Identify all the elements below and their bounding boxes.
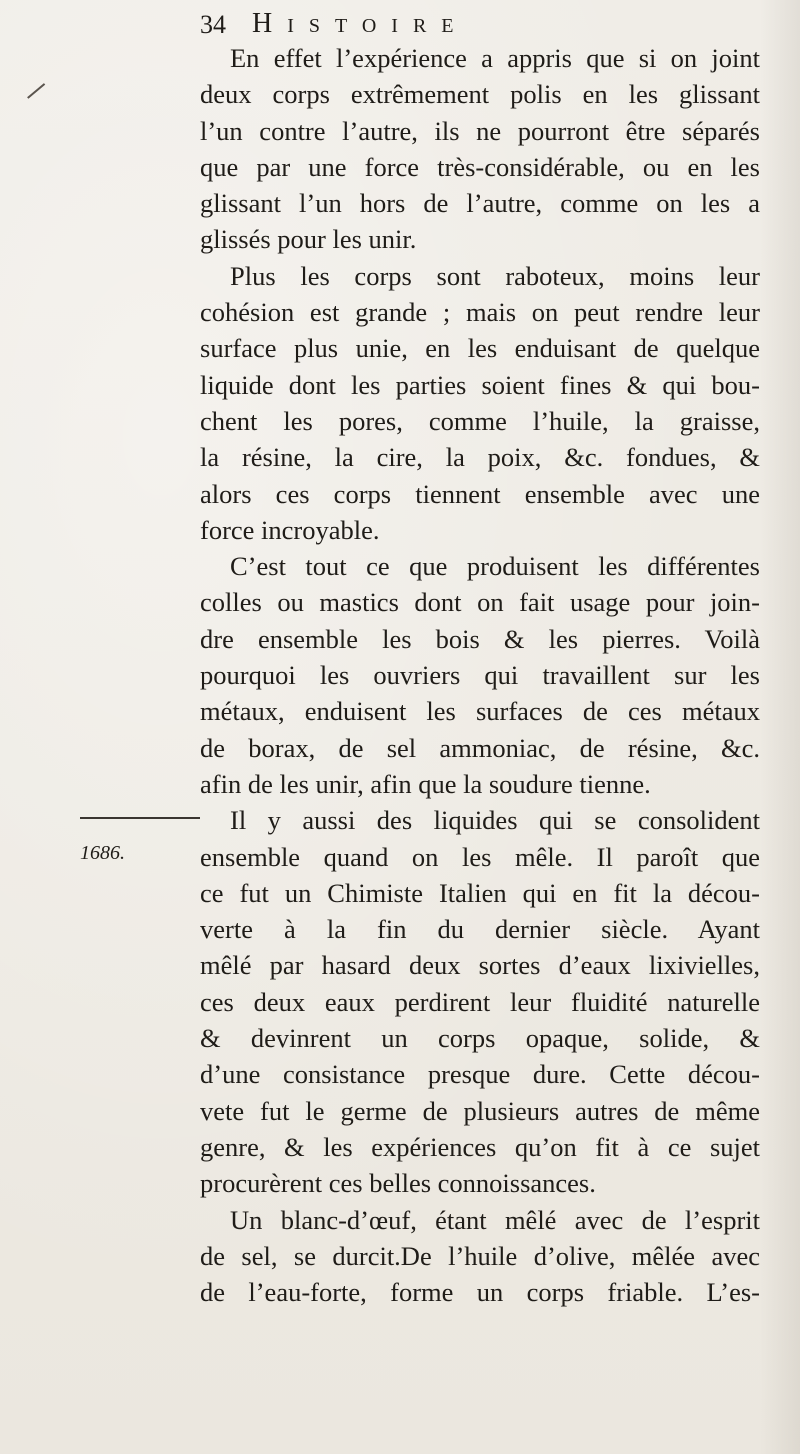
text-line: Il y aussi des liquides qui se consolident xyxy=(230,805,760,836)
text-line: métaux, enduisent les surfaces de ces métaux xyxy=(200,696,760,727)
text-line: la résine, la cire, la poix, &c. fondues, & xyxy=(200,442,760,473)
text-line: & devinrent un corps opaque, solide, & xyxy=(200,1023,760,1054)
text-line: glissant l’un hors de l’autre, comme on les a xyxy=(200,188,760,219)
text-line: glissés pour les unir. xyxy=(200,224,417,255)
text-line: alors ces corps tiennent ensemble avec une xyxy=(200,478,760,509)
text-line: C’est tout ce que produisent les différentes xyxy=(230,551,760,582)
text-line: de sel, se durcit.De l’huile d’olive, mêlée avec xyxy=(200,1240,760,1271)
text-line: Un blanc-d’œuf, étant mêlé avec de l’esprit xyxy=(230,1204,760,1235)
text-line: ces deux eaux perdirent leur fluidité naturelle xyxy=(200,986,760,1017)
page-number: 34 xyxy=(200,10,226,39)
text-line: vete fut le germe de plusieurs autres de même xyxy=(200,1095,760,1126)
text-line: force incroyable. xyxy=(200,514,380,545)
text-line: deux corps extrêmement polis en les glissant xyxy=(200,79,760,110)
text-line: liquide dont les parties soient fines & qui bou- xyxy=(200,369,760,400)
text-line: ce fut un Chimiste Italien qui en fit la décou- xyxy=(200,877,760,908)
margin-date-note: 1686. xyxy=(80,842,125,864)
text-line: procurèrent ces belles connoissances. xyxy=(200,1168,596,1199)
text-line: cohésion est grande ; mais on peut rendre leur xyxy=(200,297,760,328)
text-line: que par une force très-considérable, ou en les xyxy=(200,151,760,182)
body-text xyxy=(200,40,760,1310)
text-line: En effet l’expérience a appris que si on joint xyxy=(230,43,760,73)
page-edge-shadow xyxy=(760,0,800,1454)
margin-rule xyxy=(80,817,200,819)
text-line: dre ensemble les bois & les pierres. Voilà xyxy=(200,623,760,654)
text-line: verte à la fin du dernier siècle. Ayant xyxy=(200,914,760,945)
text-line: l’un contre l’autre, ils ne pourront être séparés xyxy=(200,115,760,146)
text-line: surface plus unie, en les enduisant de quelque xyxy=(200,333,760,364)
text-line: ensemble quand on les mêle. Il paroît que xyxy=(200,841,760,872)
page-header xyxy=(200,10,760,40)
running-title: Histoire xyxy=(252,8,469,39)
text-line: mêlé par hasard deux sortes d’eaux lixivielles, xyxy=(200,950,760,981)
text-line: genre, & les expériences qu’on fit à ce sujet xyxy=(200,1131,760,1162)
text-line: Plus les corps sont raboteux, moins leur xyxy=(230,260,760,291)
text-line: pourquoi les ouvriers qui travaillent sur les xyxy=(200,660,760,691)
text-line: chent les pores, comme l’huile, la graisse, xyxy=(200,405,760,436)
text-line: afin de les unir, afin que la soudure tienne. xyxy=(200,768,651,799)
text-line: de borax, de sel ammoniac, de résine, &c. xyxy=(200,732,760,763)
corner-pen-mark xyxy=(27,83,45,98)
text-line: colles ou mastics dont on fait usage pour join- xyxy=(200,587,760,618)
text-line: d’une consistance presque dure. Cette décou- xyxy=(200,1059,760,1090)
text-line: de l’eau-forte, forme un corps friable. L’es- xyxy=(200,1277,760,1308)
